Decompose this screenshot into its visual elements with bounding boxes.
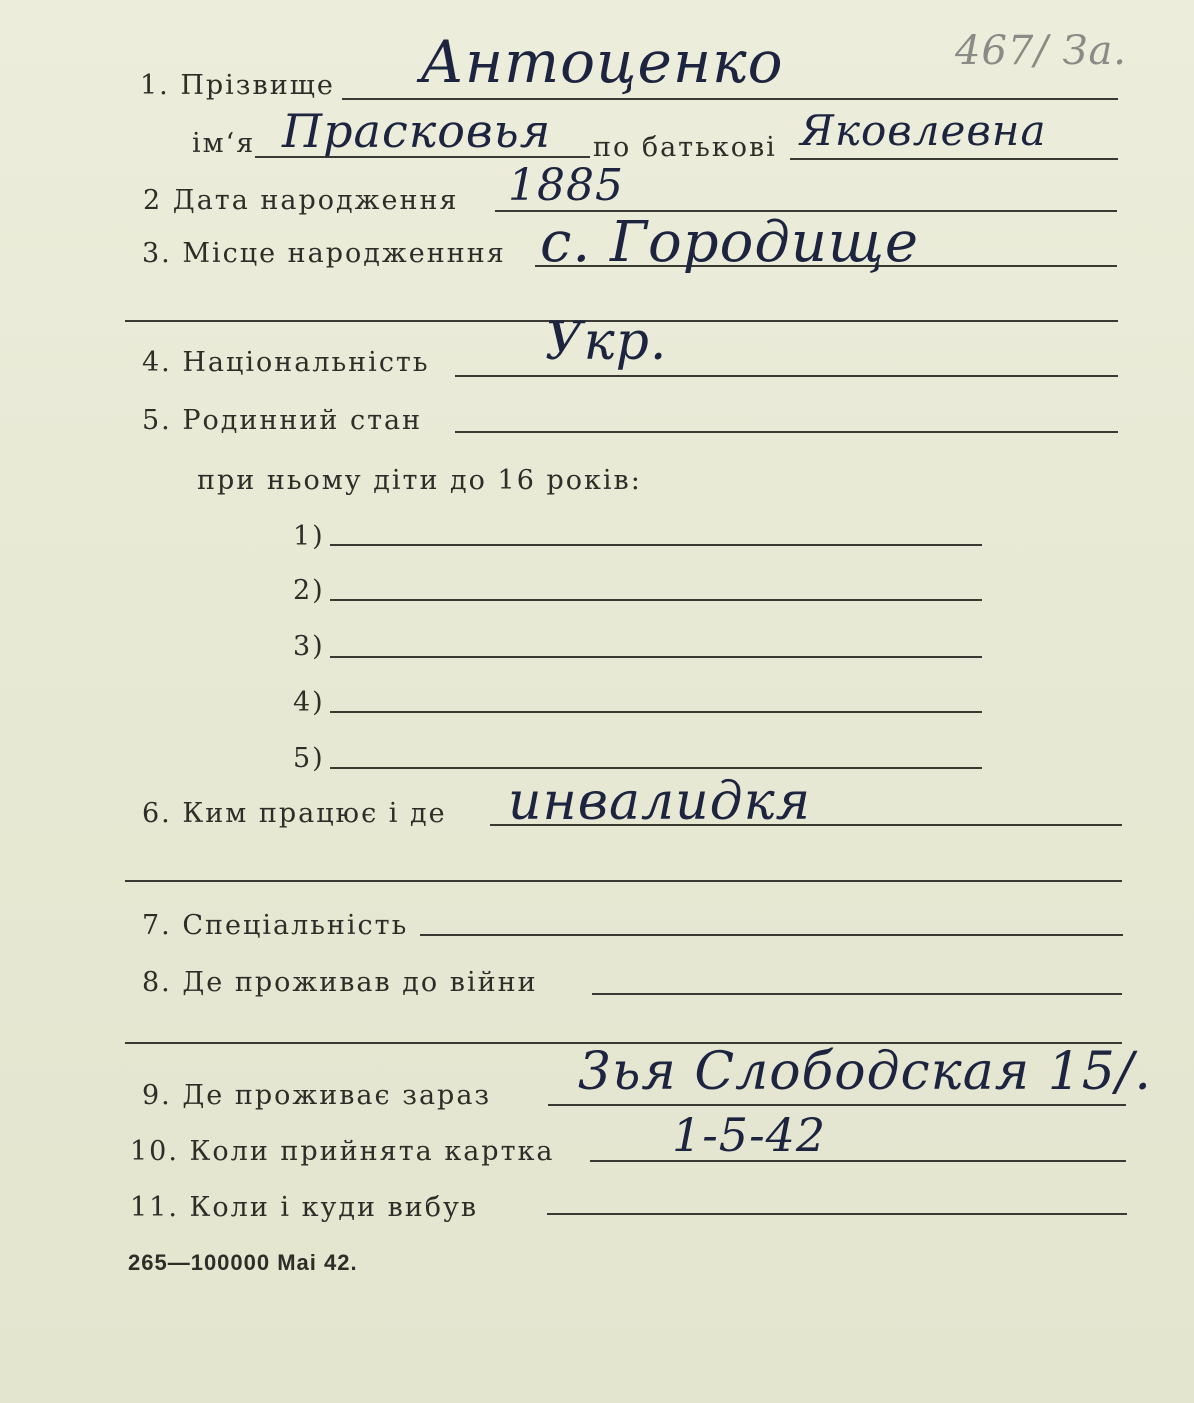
card-date-value: 1-5-42 [672,1108,827,1162]
card-date-label: 10. Коли прийнята картка [130,1136,555,1167]
departure-label: 11. Коли і куди вибув [130,1192,479,1223]
occupation-value: инвалидкя [508,772,812,832]
patronymic-line [790,158,1118,160]
surname-line [342,98,1118,100]
prewar-residence-line [592,993,1122,995]
child-3-label: 3) [293,631,325,662]
card-number: 467/ За. [955,28,1128,74]
first-name-value: Прасковья [282,104,552,158]
marital-status-label: 5. Родинний стан [142,405,423,436]
child-5-label: 5) [293,743,325,774]
card-date-line [590,1160,1126,1162]
surname-value: Антоценко [420,28,784,96]
occupation-label: 6. Ким працює і де [142,798,447,829]
print-run-footer: 265—100000 Mai 42. [128,1250,358,1275]
specialty-line [420,934,1123,936]
nationality-line [455,375,1118,377]
nationality-value: Укр. [545,312,668,372]
prewar-residence-label: 8. Де проживав до війни [142,967,538,998]
child-2-label: 2) [293,575,325,606]
nationality-label: 4. Національність [142,347,430,378]
child-1-line [330,544,982,546]
patronymic-value: Яковлевна [800,106,1047,155]
patronymic-label: по батькові [593,132,777,163]
child-3-line [330,656,982,658]
birth-date-value: 1885 [508,160,624,211]
birthplace-value: с. Городище [540,210,920,275]
current-residence-value: 3ья Слободская 15/. [578,1042,1152,1102]
children-label: при ньому діти до 16 років: [197,465,642,496]
specialty-label: 7. Спеціальність [142,910,409,941]
child-2-line [330,599,982,601]
marital-status-line [455,431,1118,433]
birthplace-label: 3. Місце народженння [142,238,506,269]
child-1-label: 1) [293,521,325,552]
first-name-label: ім‘я [192,128,256,159]
birth-date-label: 2 Дата народження [143,185,459,216]
surname-label: 1. Прізвище [140,70,335,101]
current-residence-label: 9. Де проживає зараз [142,1080,492,1111]
current-residence-line [548,1104,1126,1106]
occupation-line-2 [125,880,1122,882]
child-5-line [330,767,982,769]
child-4-label: 4) [293,687,325,718]
departure-line [547,1213,1127,1215]
child-4-line [330,711,982,713]
